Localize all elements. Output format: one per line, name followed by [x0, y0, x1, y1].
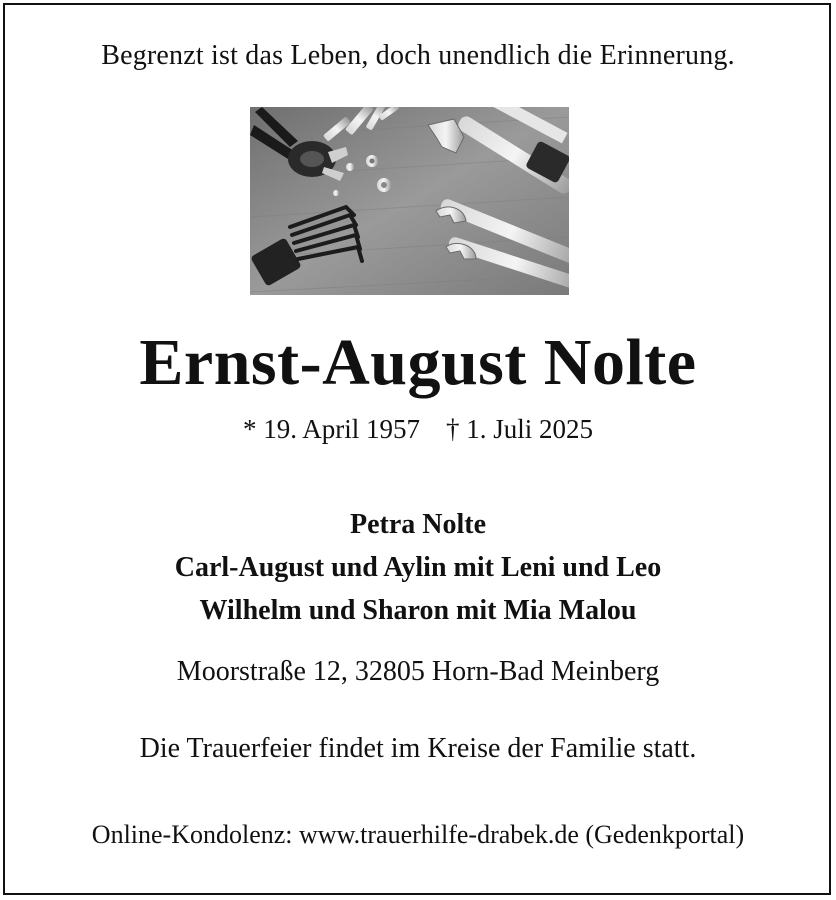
life-dates — [0, 414, 836, 445]
death-date: † 1. Juli 2025 — [446, 414, 594, 444]
birth-date: * 19. April 1957 — [242, 414, 420, 444]
family-names — [0, 503, 836, 632]
online-condolence: Online-Kondolenz: www.trauerhilfe-drabek.de (Gedenkportal) — [91, 820, 745, 849]
family-line: Carl-August und Aylin mit Leni und Leo — [174, 552, 662, 583]
tools-icon — [250, 107, 569, 295]
family-address: Moorstraße 12, 32805 Horn-Bad Meinberg — [176, 656, 660, 687]
tools-photo — [250, 107, 569, 295]
funeral-notice: Die Trauerfeier findet im Kreise der Familie statt. — [139, 733, 697, 764]
family-line: Wilhelm und Sharon mit Mia Malou — [199, 595, 637, 626]
deceased-name: Ernst-August Nolte — [139, 326, 697, 399]
family-line: Petra Nolte — [349, 509, 487, 540]
motto: Begrenzt ist das Leben, doch unendlich die Erinnerung. — [101, 40, 735, 71]
